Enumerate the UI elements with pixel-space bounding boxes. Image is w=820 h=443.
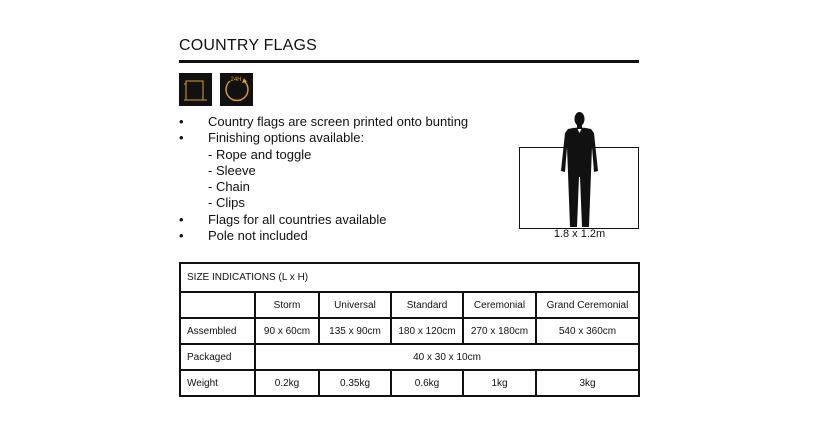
bullet-marker: • (179, 114, 184, 129)
list-subitem-text: - Rope and toggle (208, 146, 312, 162)
table-cell: 3kg (536, 370, 639, 396)
list-item (179, 228, 468, 244)
table-heading: SIZE INDICATIONS (L x H) (180, 263, 639, 292)
table-cell: 1kg (463, 370, 536, 396)
24h-icon-text: 24H (230, 77, 242, 83)
size-table (179, 262, 640, 397)
flag-dimension-label: 1.8 x 1.2m (553, 228, 606, 240)
list-item-text: Country flags are screen printed onto bunting (208, 114, 469, 129)
column-header: Storm (255, 292, 319, 318)
table-row (180, 370, 639, 396)
list-subitem-text: - Sleeve (208, 162, 256, 178)
list-item (179, 114, 468, 130)
list-item (179, 212, 468, 228)
table-cell: 0.2kg (255, 370, 319, 396)
table-header-row (180, 292, 639, 318)
list-subitem-text: - Chain (208, 179, 250, 195)
list-subitem-text: - Clips (208, 195, 245, 211)
list-subitem (179, 147, 468, 163)
list-subitem (179, 195, 468, 211)
table-cell: 0.35kg (319, 370, 391, 396)
column-header: Grand Ceremonial (536, 292, 639, 318)
bunting-icon (179, 73, 212, 106)
feature-list (179, 114, 468, 244)
table-cell: 270 x 180cm (463, 318, 536, 344)
table-cell: 180 x 120cm (391, 318, 463, 344)
list-subitem (179, 179, 468, 195)
row-label: Assembled (180, 318, 255, 344)
title-rule (179, 60, 639, 63)
list-item-text: Finishing options available: (208, 130, 365, 146)
list-item-text: Flags for all countries available (208, 211, 387, 227)
table-row (180, 344, 639, 370)
table-heading-row (180, 263, 639, 292)
bullet-marker: • (179, 211, 184, 227)
table-cell: 135 x 90cm (319, 318, 391, 344)
row-label: Weight (180, 370, 255, 396)
list-item-text: Pole not included (208, 228, 308, 244)
list-item (179, 130, 468, 146)
column-header (180, 292, 255, 318)
table-cell: 540 x 360cm (536, 318, 639, 344)
column-header: Ceremonial (463, 292, 536, 318)
column-header: Universal (319, 292, 391, 318)
person-silhouette-icon (560, 111, 599, 229)
list-subitem (179, 163, 468, 179)
table-row (180, 318, 639, 344)
bullet-marker: • (179, 130, 184, 146)
page-title: COUNTRY FLAGS (179, 37, 318, 54)
table-cell: 0.6kg (391, 370, 463, 396)
row-label: Packaged (180, 344, 255, 370)
column-header: Standard (391, 292, 463, 318)
table-cell: 90 x 60cm (255, 318, 319, 344)
bullet-marker: • (179, 228, 184, 244)
24h-icon (220, 73, 253, 106)
table-cell-merged: 40 x 30 x 10cm (255, 344, 639, 370)
